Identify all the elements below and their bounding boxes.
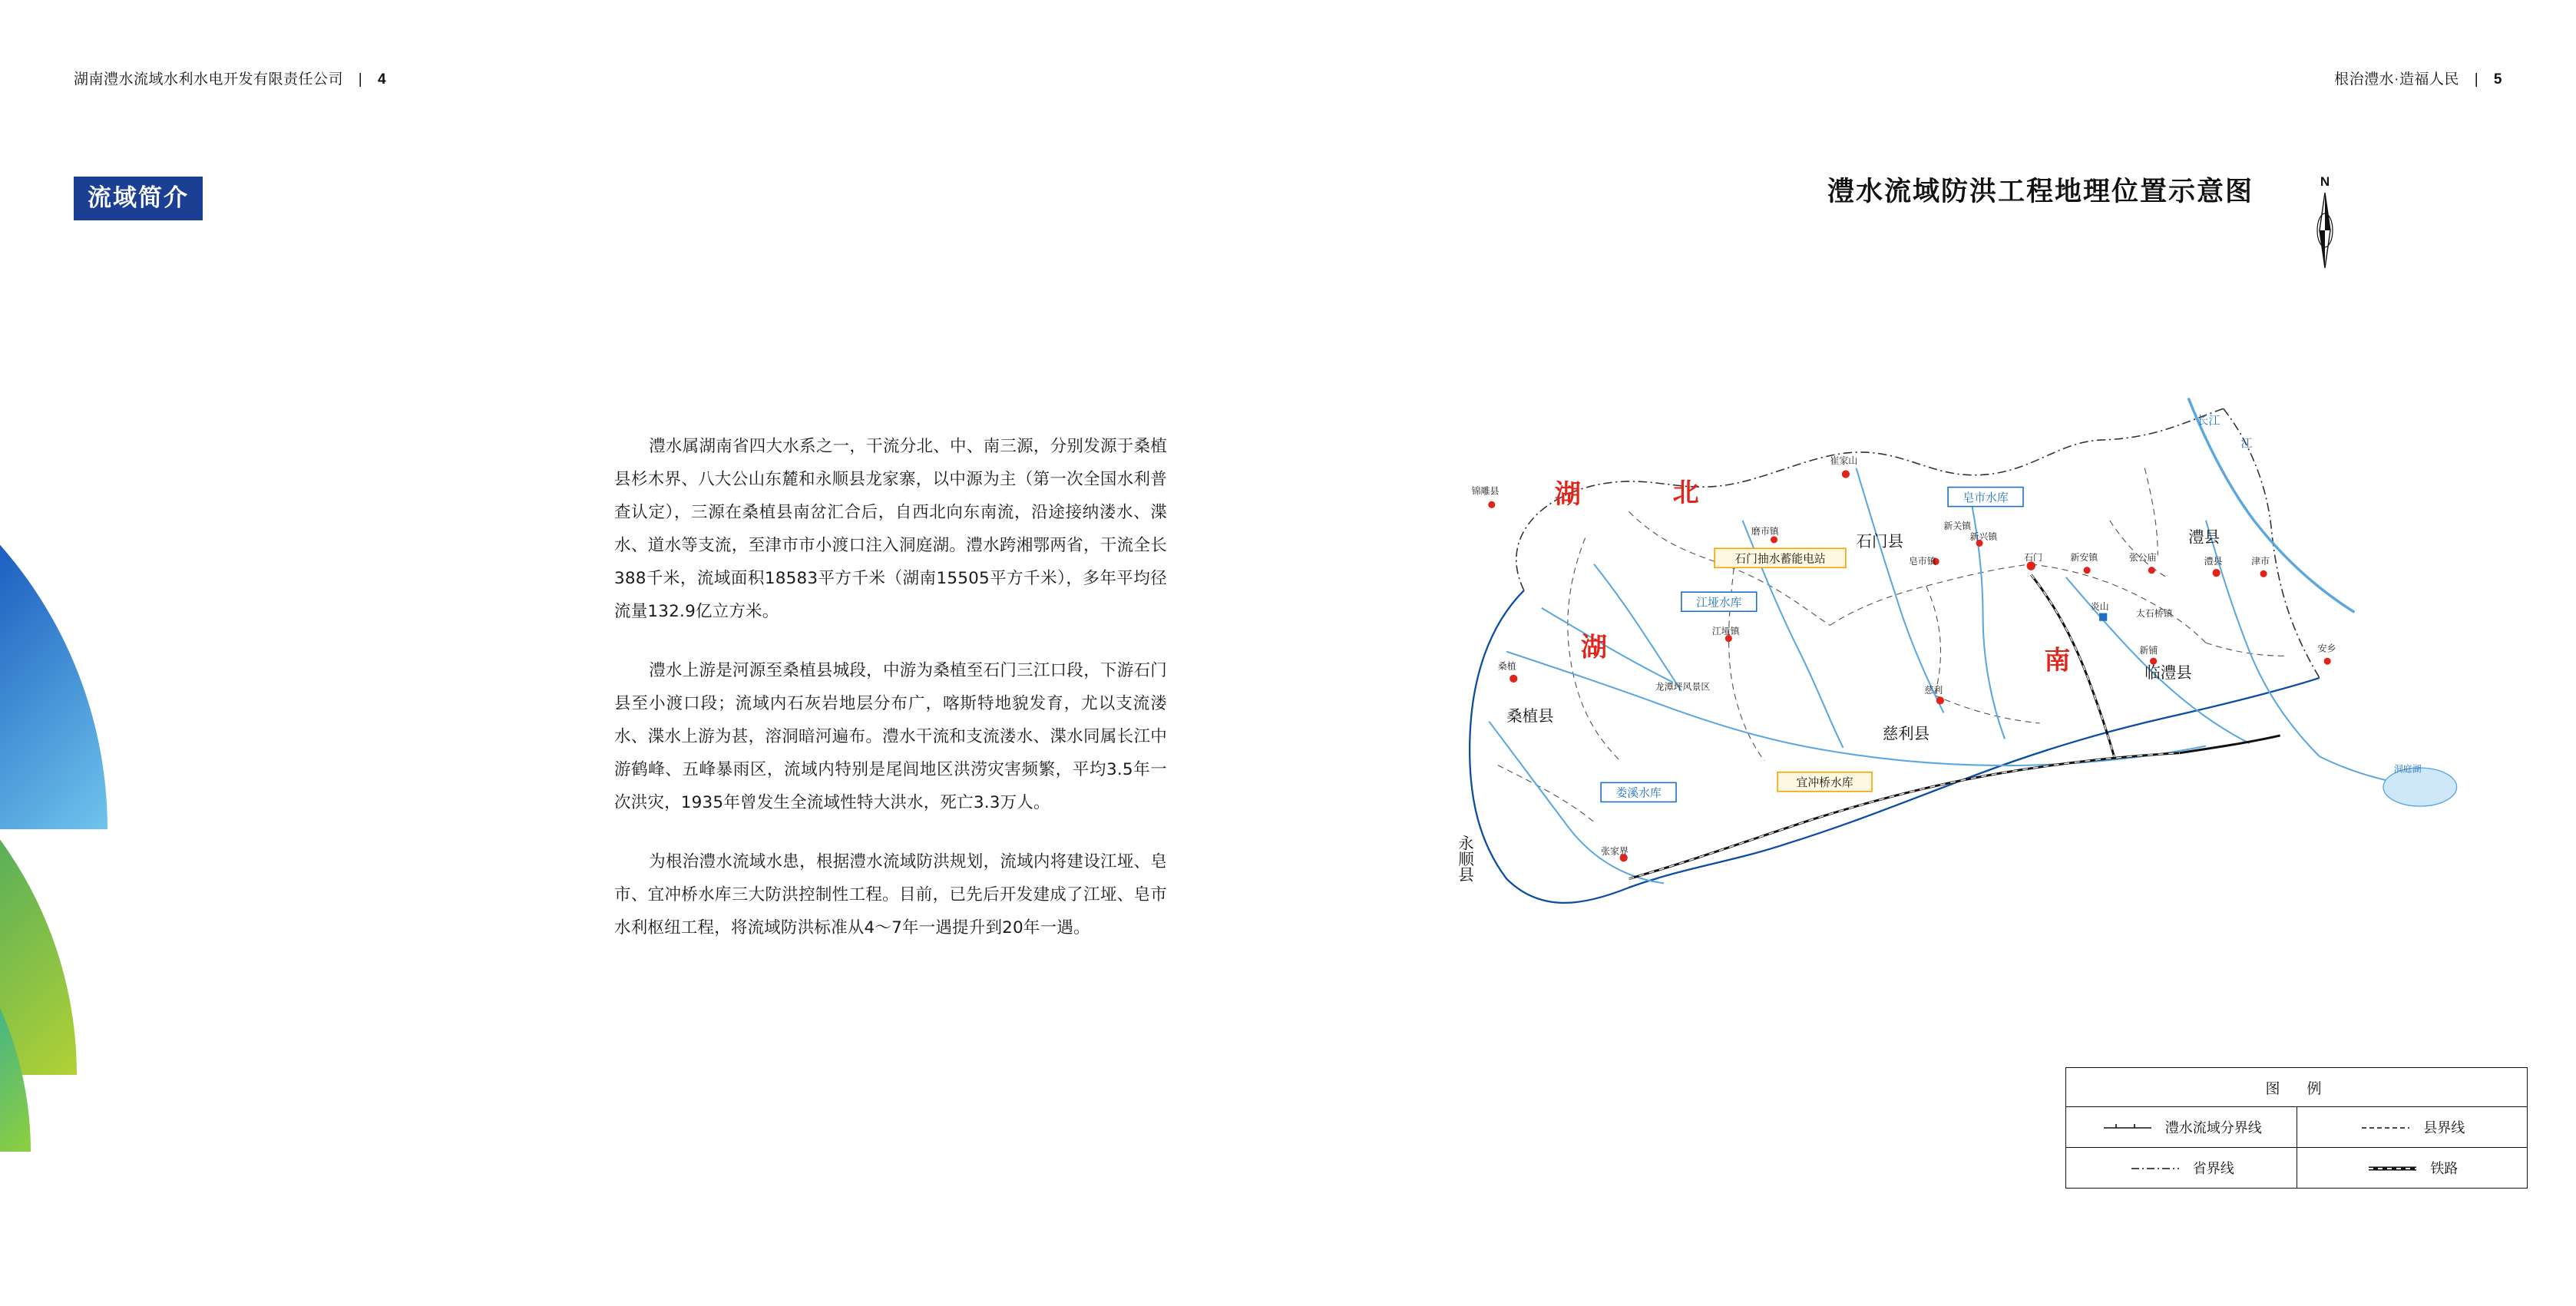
town-label-19: 张家界	[1601, 845, 1629, 857]
paragraph-2: 澧水上游是河源至桑植县城段，中游为桑植至石门三江口段，下游石门县至小渡口段；流域内石灰岩地层分布广，喀斯特地貌发育，尤以支流溇水、渫水上游为甚，溶洞暗河遍布。澧水干流和支流溇水、渫水同属长江中游鹤峰、五峰暴雨区，流域内特别是尾闾地区洪涝灾害频繁，平均3.5年一次洪灾，1935年曾发生全流域性特大洪水，死亡3.3万人。	[614, 661, 1167, 812]
town-label-4: 新兴镇	[1969, 531, 1998, 542]
header-separator-right: |	[2474, 71, 2479, 88]
section-title-badge: 流域简介	[74, 177, 203, 220]
town-label-5: 皂市镇	[1908, 555, 1936, 567]
town-label-17: 慈利	[1924, 685, 1943, 696]
province-label-hu-2: 湖	[1580, 632, 1608, 663]
callout-loxi-reservoir: 娄溪水库	[1615, 786, 1662, 800]
legend-item-province-boundary	[2066, 1148, 2297, 1188]
company-name: 湖南澧水流域水利水电开发有限责任公司	[74, 71, 344, 88]
marker-yanshan	[2099, 613, 2107, 621]
legend-row-2	[2066, 1147, 2527, 1188]
running-head-left	[74, 68, 386, 88]
county-boundary-icon	[2359, 1122, 2412, 1132]
legend-row-1	[2066, 1106, 2527, 1147]
town-label-9: 澧县	[2204, 555, 2223, 567]
legend-title: 图 例	[2265, 1080, 2328, 1097]
legend-label-railway: 铁路	[2430, 1161, 2459, 1176]
map-title: 澧水流域防洪工程地理位置示意图	[1827, 177, 2254, 207]
intro-body-text	[614, 430, 1167, 970]
town-label-16: 新铺	[2139, 644, 2158, 656]
town-label-7: 新安镇	[2070, 552, 2098, 564]
reservoir-markers	[1708, 488, 1980, 785]
callout-yichongqiao-reservoir: 宜冲桥水库	[1796, 775, 1853, 789]
town-label-10: 津市	[2251, 555, 2270, 567]
basin-location-map	[1367, 346, 2503, 975]
town-label-13: 太石桥镇	[2135, 608, 2173, 620]
paragraph-3: 为根治澧水流域水患，根据澧水流域防洪规划，流域内将建设江垭、皂市、宜冲桥水库三大防洪控制性工程。目前，已先后开发建成了江垭、皂市水利枢纽工程，将流域防洪标准从4～7年一遇提升到20年一遇。	[614, 852, 1167, 937]
callout-jiangya-reservoir: 江垭水库	[1696, 596, 1742, 610]
county-label-sangzhi: 桑植县	[1506, 706, 1554, 726]
callout-shimen-pumped-storage: 石门抽水蓄能电站	[1734, 552, 1826, 566]
town-label-14: 桑植	[1497, 660, 1516, 672]
county-label-lixian: 澧县	[2188, 527, 2221, 547]
province-name-labels	[1555, 478, 2071, 676]
town-label-2: 磨市镇	[1751, 526, 1779, 537]
basin-boundary-icon	[2101, 1122, 2154, 1132]
town-label-1: 锦雕县	[1471, 485, 1500, 497]
map-legend	[2065, 1067, 2528, 1189]
map-callout-boxes	[1601, 488, 2023, 802]
province-label-hu-1: 湖	[1554, 479, 1581, 511]
compass-rose	[2304, 175, 2346, 275]
legend-item-basin-boundary	[2066, 1107, 2297, 1147]
county-boundary-lines	[1498, 468, 2285, 822]
town-label-0: 崔家山	[1830, 455, 1858, 466]
province-label-bei: 北	[1672, 477, 1699, 508]
town-label-21: 长江	[2197, 414, 2221, 428]
paragraph-1: 澧水属湖南省四大水系之一，干流分北、中、南三源，分别发源于桑植县杉木界、八大公山东麓和永顺县龙家寨，以中源为主（第一次全国水利普查认定），三源在桑植县南岔汇合后，自西北向东南流，沿途接纳溇水、渫水、道水等支流，至津市市小渡口注入洞庭湖。澧水跨湘鄂两省，干流全长388千米，流域面积18583平方千米（湖南15505平方千米），多年平均径流量132.9亿立方米。	[614, 437, 1167, 621]
header-separator-left: |	[358, 71, 363, 88]
town-label-11: 江垭镇	[1711, 625, 1740, 636]
map-svg	[1367, 346, 2503, 975]
county-label-yongshun: 永顺县	[1455, 835, 1474, 883]
decorative-swirl-graphic	[0, 399, 415, 1167]
legend-label-province-boundary: 省界线	[2192, 1161, 2234, 1176]
callout-zaoshi-reservoir: 皂市水库	[1963, 491, 2009, 504]
province-label-nan: 南	[2044, 645, 2071, 676]
legend-label-basin-boundary: 澧水流域分界线	[2164, 1120, 2262, 1136]
town-label-6: 石门	[2024, 552, 2043, 564]
town-label-20: 洞庭湖	[2393, 763, 2422, 775]
compass-north-label: N	[2320, 174, 2330, 189]
province-boundary-icon	[2128, 1162, 2182, 1173]
page-number-right: 5	[2493, 71, 2502, 88]
town-label-22: 江	[2240, 437, 2253, 451]
legend-item-county-boundary	[2297, 1107, 2528, 1147]
province-boundary-line	[1516, 408, 2224, 590]
page-number-left: 4	[378, 71, 387, 88]
town-label-18: 安乡	[2317, 643, 2336, 654]
railway-icon	[2366, 1162, 2419, 1173]
slogan: 根治澧水·造福人民	[2334, 71, 2459, 88]
compass-needle-icon	[2304, 188, 2346, 273]
running-head-right	[2334, 68, 2502, 88]
legend-item-railway	[2297, 1148, 2528, 1188]
town-label-3: 新关镇	[1943, 521, 1972, 532]
county-label-shimen: 石门县	[1856, 532, 1904, 551]
town-label-15: 龙潭坪风景区	[1655, 681, 1711, 693]
legend-label-county-boundary: 县界线	[2423, 1120, 2465, 1136]
town-label-8: 张公庙	[2128, 552, 2157, 564]
county-label-cili: 慈利县	[1882, 724, 1930, 743]
county-label-linli: 临澧县	[2144, 663, 2192, 682]
yangtze-river	[2188, 398, 2354, 612]
town-label-12: 炎山	[2090, 600, 2109, 612]
